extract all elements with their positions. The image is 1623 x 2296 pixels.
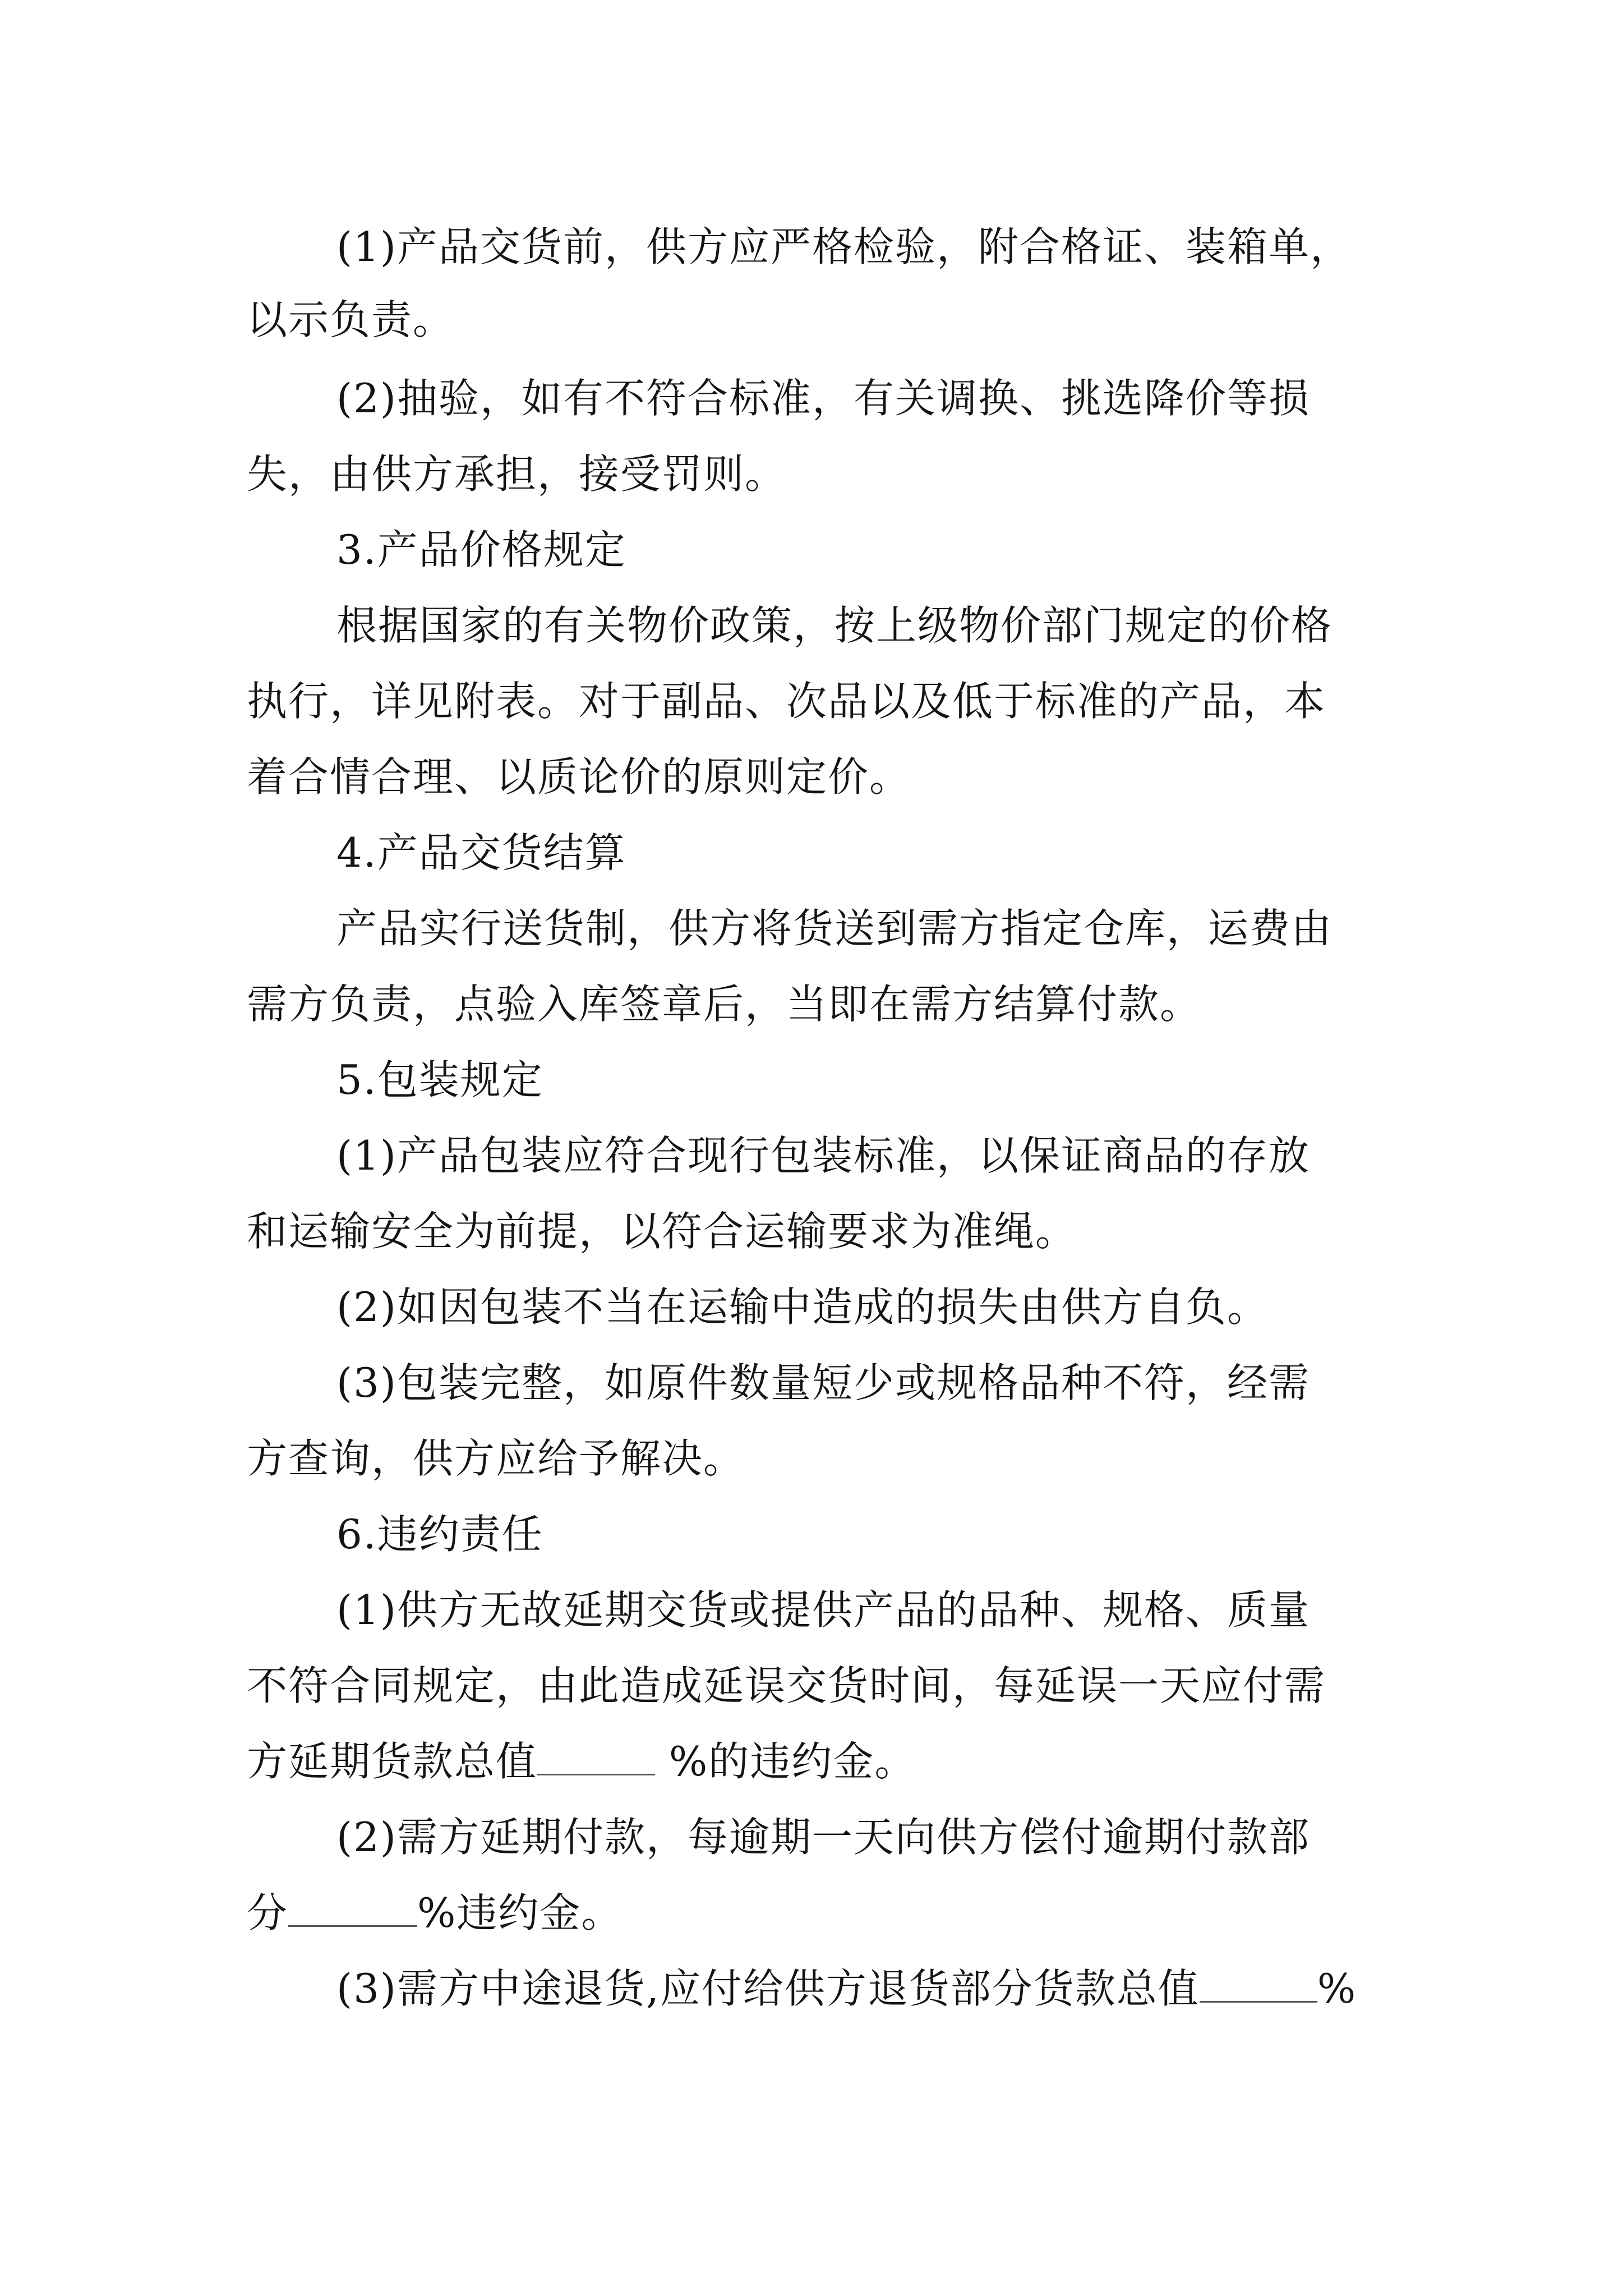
paragraph-line: (1)产品包装应符合现行包装标准，以保证商品的存放 <box>336 1132 1310 1179</box>
fill-in-blank[interactable] <box>288 1888 417 1927</box>
text-segment: 分 <box>247 1889 289 1936</box>
paragraph-line: 以示负责。 <box>247 296 455 343</box>
text-segment: %违约金。 <box>417 1889 623 1936</box>
paragraph-line: 着合情合理、以质论价的原则定价。 <box>247 753 911 800</box>
paragraph-line: 需方负责，点验入库签章后，当即在需方结算付款。 <box>247 981 1202 1028</box>
text-segment: (3)需方中途退货,应付给供方退货部分货款总值 <box>336 1965 1200 2012</box>
text-segment: %的违约金。 <box>655 1738 916 1785</box>
fill-in-blank[interactable] <box>1200 1964 1317 2003</box>
section-heading: 6.违约责任 <box>336 1511 543 1558</box>
paragraph-line: 执行，详见附表。对于副品、次品以及低于标准的产品，本 <box>247 678 1326 725</box>
paragraph-line: (1)产品交货前，供方应严格检验，附合格证、装箱单， <box>336 223 1352 270</box>
section-heading: 5.包装规定 <box>336 1056 543 1103</box>
paragraph-line: 失，由供方承担，接受罚则。 <box>247 450 787 498</box>
paragraph-line: 方查询，供方应给予解决。 <box>247 1435 745 1482</box>
paragraph-line: 不符合同规定，由此造成延误交货时间，每延误一天应付需 <box>247 1662 1326 1709</box>
paragraph-line: 根据国家的有关物价政策，按上级物价部门规定的价格 <box>336 602 1333 649</box>
paragraph-line: (2)如因包装不当在运输中造成的损失由供方自负。 <box>336 1283 1269 1331</box>
paragraph-line: (2)抽验，如有不符合标准，有关调换、挑选降价等损 <box>336 375 1310 422</box>
paragraph-line: 和运输安全为前提，以符合运输要求为准绳。 <box>247 1208 1077 1255</box>
paragraph-line: (3)包装完整，如原件数量短少或规格品种不符，经需 <box>336 1359 1310 1406</box>
fill-in-blank[interactable] <box>537 1737 655 1775</box>
paragraph-line: (1)供方无故延期交货或提供产品的品种、规格、质量 <box>336 1586 1310 1634</box>
paragraph-line-with-blank <box>247 1736 916 1787</box>
section-heading: 3.产品价格规定 <box>336 526 626 573</box>
paragraph-line-with-blank <box>247 1888 623 1938</box>
paragraph-line: (2)需方延期付款，每逾期一天向供方偿付逾期付款部 <box>336 1814 1310 1861</box>
paragraph-line: 产品实行送货制，供方将货送到需方指定仓库，运费由 <box>336 905 1333 952</box>
text-segment: % <box>1317 1965 1357 2012</box>
section-heading: 4.产品交货结算 <box>336 829 626 876</box>
paragraph-line-with-blank <box>336 1963 1357 2014</box>
text-segment: 方延期货款总值 <box>247 1738 538 1785</box>
